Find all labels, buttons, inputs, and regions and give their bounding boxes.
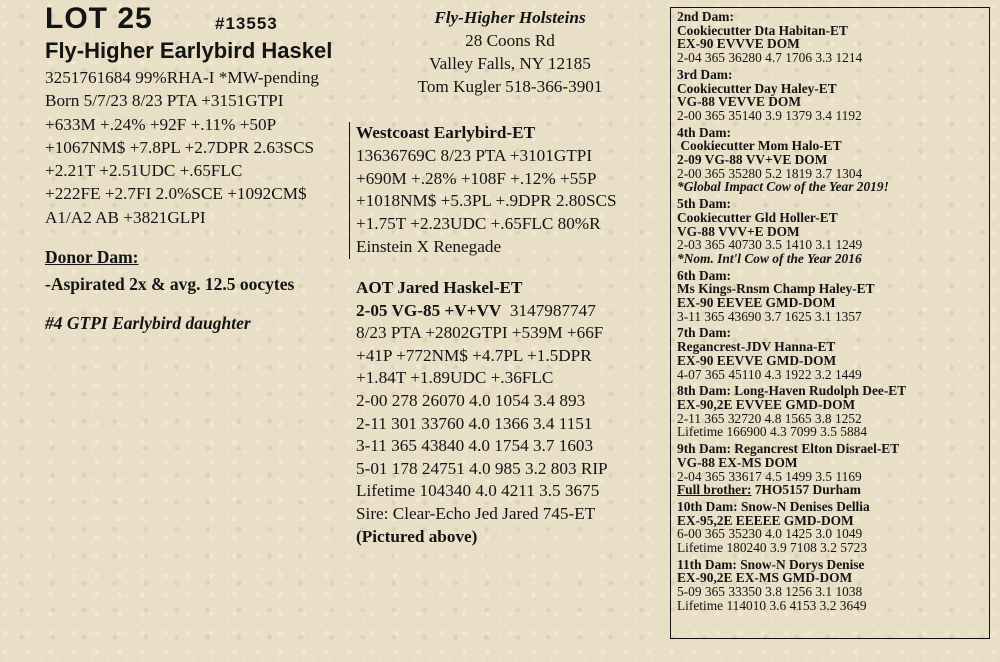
cow-detail-line: A1/A2 AB +3821GLPI xyxy=(45,207,206,227)
pedigree-dam-9 xyxy=(677,442,983,497)
gtpi-rank: #4 GTPI Earlybird daughter xyxy=(45,313,251,333)
pedigree-dam-title: 8th Dam: Long-Haven Rudolph Dee-ET xyxy=(677,383,907,399)
pedigree-dam-2 xyxy=(677,10,983,65)
pedigree-dam-name: Regancrest-JDV Hanna-ET xyxy=(677,339,836,355)
pedigree-dam-class: VG-88 EX-MS DOM xyxy=(677,454,798,470)
pedigree-dam-class: EX-95,2E EEEEE GMD-DOM xyxy=(677,512,854,528)
pedigree-dam-4 xyxy=(677,126,983,195)
full-brother-label: Full brother: xyxy=(677,482,752,498)
pedigree-dam-3 xyxy=(677,68,983,123)
cow-detail-line: +1067NM$ +7.8PL +2.7DPR 2.63SCS xyxy=(45,137,315,157)
farm-contact: Tom Kugler 518-366-3901 xyxy=(417,77,603,96)
pedigree-dam-award: *Global Impact Cow of the Year 2019! xyxy=(677,179,889,195)
cow-detail-line: +222FE +2.7FI 2.0%SCE +1092CM$ xyxy=(45,184,307,204)
dam-line: Sire: Clear-Echo Jed Jared 745-ET xyxy=(356,503,596,523)
pedigree-dam-record: 2-04 365 36280 4.7 1706 3.3 1214 xyxy=(677,50,863,66)
pedigree-dam-6 xyxy=(677,269,983,324)
pedigree-dam-8 xyxy=(677,384,983,439)
dam-pictured-note: (Pictured above) xyxy=(356,526,478,546)
dam-line: Lifetime 104340 4.0 4211 3.5 3675 xyxy=(356,481,600,501)
pedigree-dam-name: Cookiecutter Dta Habitan-ET xyxy=(677,22,848,38)
pedigree-dam-record: 5-09 365 33350 3.8 1256 3.1 1038 xyxy=(677,584,863,600)
sire-line: +1.75T +2.23UDC +.65FLC 80%R xyxy=(356,214,601,234)
pedigree-dam-title: 7th Dam: xyxy=(677,325,731,341)
pedigree-dam-name: Cookiecutter Mom Halo-ET xyxy=(677,138,842,154)
pedigree-dam-title: 4th Dam: xyxy=(677,124,731,140)
pedigree-dam-title: 11th Dam: Snow-N Dorys Denise xyxy=(677,556,865,572)
sire-line: +690M +.28% +108F +.12% +55P xyxy=(356,168,597,188)
lot-number: #13553 xyxy=(215,14,278,33)
dam-line: 8/23 PTA +2802GTPI +539M +66F xyxy=(356,323,604,343)
cow-detail-line: +633M +.24% +92F +.11% +50P xyxy=(45,114,277,134)
pedigree-dam-title: 3rd Dam: xyxy=(677,66,733,82)
pedigree-dam-class: VG-88 VEVVE DOM xyxy=(677,94,801,110)
cow-details xyxy=(45,66,319,229)
sire-line: Einstein X Renegade xyxy=(356,236,502,256)
pedigree-dam-lifetime: Lifetime 114010 3.6 4153 3.2 3649 xyxy=(677,597,867,613)
pedigree-dam-11 xyxy=(677,558,983,613)
pedigree-dam-name: Cookiecutter Day Haley-ET xyxy=(677,80,837,96)
pedigree-dam-5 xyxy=(677,197,983,266)
sire-block xyxy=(349,122,617,259)
pedigree-dam-10 xyxy=(677,500,983,555)
sire-name: Westcoast Earlybird-ET xyxy=(356,123,536,142)
cow-detail-line: 3251761684 99%RHA-I *MW-pending xyxy=(45,68,320,87)
pedigree-dam-class: EX-90 EVVVE DOM xyxy=(677,36,800,52)
pedigree-dam-lifetime: Lifetime 166900 4.3 7099 3.5 5884 xyxy=(677,424,868,440)
cow-name: Fly-Higher Earlybird Haskel xyxy=(45,38,333,63)
pedigree-dam-class: 2-09 VG-88 VV+VE DOM xyxy=(677,152,828,168)
dam-registration: 3147987747 xyxy=(509,300,596,320)
farm-info xyxy=(410,6,610,98)
farm-address-1: 28 Coons Rd xyxy=(465,31,555,50)
donor-dam-text: -Aspirated 2x & avg. 12.5 oocytes xyxy=(45,274,295,294)
dam-block xyxy=(356,277,608,548)
full-brother-row xyxy=(677,483,983,497)
pedigree-dam-record: 2-11 365 32720 4.8 1565 3.8 1252 xyxy=(677,410,862,426)
cow-detail-line: +2.21T +2.51UDC +.65FLC xyxy=(45,161,243,181)
farm-name: Fly-Higher Holsteins xyxy=(434,8,586,27)
pedigree-dam-name: Cookiecutter Gld Holler-ET xyxy=(677,209,838,225)
pedigree-dam-title: 5th Dam: xyxy=(677,196,731,212)
pedigree-dam-lifetime: Lifetime 180240 3.9 7108 3.2 5723 xyxy=(677,540,868,556)
pedigree-dam-title: 2nd Dam: xyxy=(677,9,734,24)
cow-detail-line: Born 5/7/23 8/23 PTA +3151GTPI xyxy=(45,91,284,111)
pedigree-dam-title: 6th Dam: xyxy=(677,267,731,283)
dam-classification-row xyxy=(356,300,608,323)
dam-line: +1.84T +1.89UDC +.36FLC xyxy=(356,368,554,388)
pedigree-dam-7 xyxy=(677,326,983,381)
pedigree-dam-class: VG-88 VVV+E DOM xyxy=(677,223,800,239)
sire-line: +1018NM$ +5.3PL +.9DPR 2.80SCS xyxy=(356,191,617,211)
pedigree-dam-record: 4-07 365 45110 4.3 1922 3.2 1449 xyxy=(677,366,862,382)
pedigree-dam-record: 2-00 365 35140 3.9 1379 3.4 1192 xyxy=(677,107,862,123)
lot-label: LOT 25 xyxy=(45,2,153,35)
farm-address-2: Valley Falls, NY 12185 xyxy=(429,54,591,73)
pedigree-dam-record: 2-04 365 33617 4.5 1499 3.5 1169 xyxy=(677,468,862,484)
donor-dam-heading: Donor Dam: xyxy=(45,247,139,267)
pedigree-dam-record: 3-11 365 43690 3.7 1625 3.1 1357 xyxy=(677,308,862,324)
pedigree-dam-award: *Nom. Int'l Cow of the Year 2016 xyxy=(677,250,862,266)
pedigree-dam-class: EX-90 EEVVE GMD-DOM xyxy=(677,352,837,368)
pedigree-dam-class: EX-90 EEVEE GMD-DOM xyxy=(677,295,836,311)
sire-line: 13636769C 8/23 PTA +3101GTPI xyxy=(356,145,593,165)
pedigree-dam-record: 2-00 365 35280 5.2 1819 3.7 1304 xyxy=(677,165,863,181)
dam-line: +41P +772NM$ +4.7PL +1.5DPR xyxy=(356,345,592,365)
dam-line: 2-00 278 26070 4.0 1054 3.4 893 xyxy=(356,390,586,410)
pedigree-dam-title: 10th Dam: Snow-N Denises Dellia xyxy=(677,498,870,514)
pedigree-dam-class: EX-90,2E EX-MS GMD-DOM xyxy=(677,570,853,586)
dam-line: 2-11 301 33760 4.0 1366 3.4 1151 xyxy=(356,413,593,433)
full-brother-value: 7HO5157 Durham xyxy=(751,482,861,498)
pedigree-dam-record: 2-03 365 40730 3.5 1410 3.1 1249 xyxy=(677,237,863,253)
pedigree-dam-class: EX-90,2E EVVEE GMD-DOM xyxy=(677,396,856,412)
dam-line: 5-01 178 24751 4.0 985 3.2 803 RIP xyxy=(356,458,608,478)
pedigree-dam-record: 6-00 365 35230 4.0 1425 3.0 1049 xyxy=(677,526,863,542)
dam-classification: 2-05 VG-85 +V+VV xyxy=(356,300,502,320)
dam-name: AOT Jared Haskel-ET xyxy=(356,278,523,297)
pedigree-dam-title: 9th Dam: Regancrest Elton Disrael-ET xyxy=(677,441,900,457)
pedigree-dam-name: Ms Kings-Rnsm Champ Haley-ET xyxy=(677,281,875,297)
dam-line: 3-11 365 43840 4.0 1754 3.7 1603 xyxy=(356,436,594,456)
pedigree-box xyxy=(670,7,990,639)
